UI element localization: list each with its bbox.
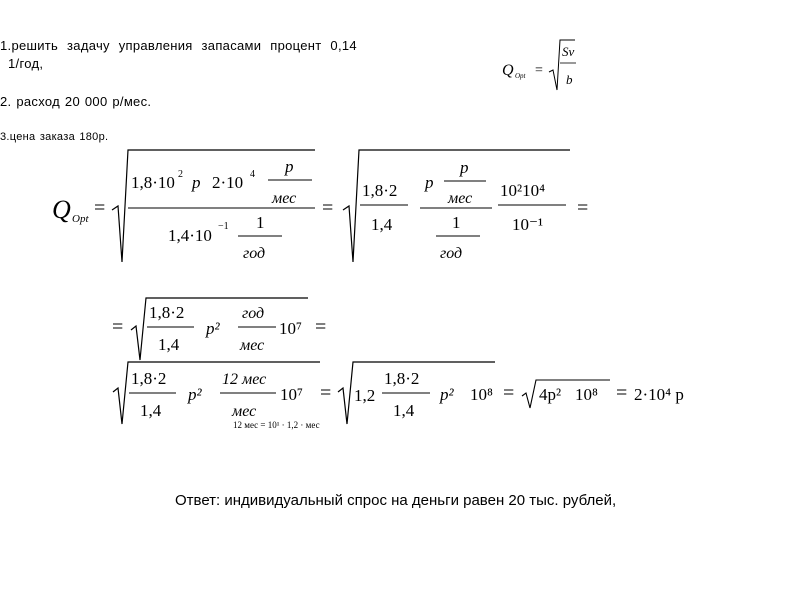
r4-twelve-mes: 12 мес: [222, 371, 267, 388]
formula-row-3: [113, 362, 684, 430]
r4-note: 12 мес = 10¹ · 1,2 · мес: [233, 420, 320, 430]
r4-frac14: 1,4: [140, 401, 162, 420]
r3-frac18: 1,8·2: [149, 303, 185, 322]
r1-two10: 2·10: [212, 173, 244, 192]
r1-exp2: 2: [178, 169, 183, 180]
r2-frac14: 1,4: [371, 215, 393, 234]
answer-text: Ответ: индивидуальный спрос на деньги равен 20 тыс. рублей,: [175, 492, 617, 509]
r1-den: 1,4·10: [168, 226, 212, 245]
r4-ten7: 10⁷: [280, 385, 303, 404]
top-formula: [502, 40, 576, 90]
r1-mes: мес: [272, 190, 297, 207]
r3-ten7: 10⁷: [279, 319, 302, 338]
formula-row-1: [52, 150, 588, 262]
r3-god: год: [242, 305, 265, 322]
r4-ten8: 10⁸: [470, 385, 493, 404]
problem-line-2: 2. расход 20 000 р/мес.: [0, 94, 152, 109]
r2-tenpow-den: 10⁻¹: [512, 215, 544, 234]
r1-num: 1,8·10: [131, 173, 175, 192]
r4-coef12: 1,2: [354, 386, 376, 405]
r4-sqrt4p2: 4p²: [539, 385, 562, 404]
top-q-sub: Opt: [515, 72, 526, 80]
r1-one: 1: [256, 213, 265, 232]
r1-god: год: [243, 245, 266, 262]
r3-frac14: 1,4: [158, 335, 180, 354]
top-q: Q: [502, 62, 514, 79]
r2-mes: мес: [448, 190, 473, 207]
eq-1: =: [94, 197, 106, 219]
r1-exp-neg1: −1: [218, 221, 229, 232]
r4-mes: мес: [232, 403, 257, 420]
r4-ten8b: 10⁸: [575, 385, 598, 404]
r4-frac18: 1,8·2: [131, 369, 167, 388]
r3-p2: p²: [206, 319, 220, 338]
problem-line-1b: 1/год,: [8, 56, 44, 71]
r2-one: 1: [452, 213, 461, 232]
eq-6: =: [320, 382, 332, 404]
eq-5: =: [315, 316, 327, 338]
r4-result: 2·10⁴ p: [634, 385, 684, 404]
r2-p: p: [425, 173, 434, 192]
r1-p-over: p: [285, 157, 294, 176]
r2-tenpow-num: 10²10⁴: [500, 181, 546, 200]
eq-8: =: [616, 382, 628, 404]
r2-frac18: 1,8·2: [362, 181, 398, 200]
eq-2: =: [322, 197, 334, 219]
r1-p: p: [192, 173, 201, 192]
problem-line-1: 1.решить задачу управления запасами процент 0,14: [0, 38, 357, 53]
top-sv: Sv: [562, 44, 575, 59]
r2-god: год: [440, 245, 463, 262]
r4-p2b: p²: [440, 385, 454, 404]
r4-frac14b: 1,4: [393, 401, 415, 420]
problem-line-3: 3.цена заказа 180р.: [0, 131, 109, 143]
r1-exp4: 4: [250, 169, 255, 180]
top-b: b: [566, 72, 573, 87]
main-q-letter: Q: [52, 195, 71, 224]
top-eq: =: [535, 63, 543, 78]
r2-p-over: p: [460, 158, 469, 177]
eq-7: =: [503, 382, 515, 404]
eq-4: =: [112, 316, 124, 338]
r4-p2: p²: [188, 385, 202, 404]
formula-row-2: [112, 298, 326, 360]
eq-3: =: [577, 197, 589, 219]
r3-mes: мес: [240, 337, 265, 354]
main-q-sub: Opt: [72, 213, 89, 225]
r4-frac18b: 1,8·2: [384, 369, 420, 388]
